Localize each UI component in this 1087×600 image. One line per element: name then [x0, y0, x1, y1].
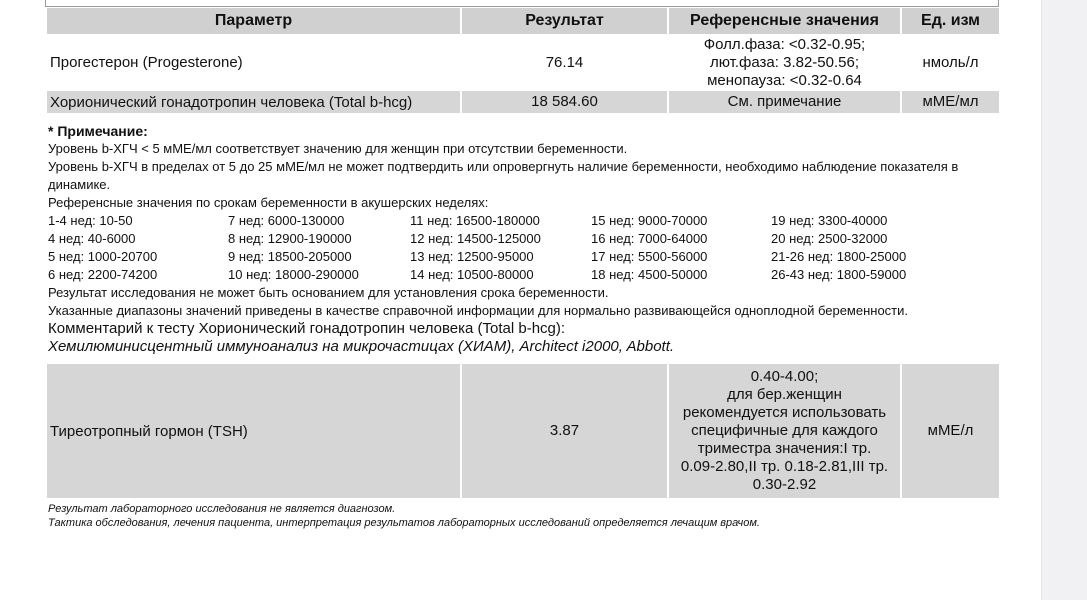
week-range: 16 нед: 7000-64000	[591, 231, 708, 246]
param-unit: нмоль/л	[922, 53, 979, 71]
table-row-progesterone	[47, 34, 999, 91]
notes-line: Уровень b-ХГЧ < 5 мМЕ/мл соответствует значению для женщин при отсутствии беременности.	[48, 141, 628, 156]
param-name: Тиреотропный гормон (TSH)	[47, 364, 460, 498]
param-reference	[669, 34, 900, 91]
table-row-hcg	[47, 91, 999, 113]
week-range: 12 нед: 14500-125000	[410, 231, 541, 246]
week-range: 4 нед: 40-6000	[48, 231, 136, 246]
ref-line: 0.30-2.92	[752, 476, 817, 493]
table-header-row	[47, 8, 999, 34]
param-reference	[669, 364, 900, 498]
week-range: 20 нед: 2500-32000	[771, 231, 888, 246]
notes-line: Уровень b-ХГЧ в пределах от 5 до 25 мМЕ/мл не может подтвердить или опровергнуть наличие беременности, необходимо наблюдение показателя в динамике.	[48, 159, 959, 192]
week-range: 1-4 нед: 10-50	[48, 213, 133, 228]
ref-line: для бер.женщин	[727, 386, 842, 403]
week-range: 14 нед: 10500-80000	[410, 267, 534, 282]
header-parameter: Параметр	[47, 8, 460, 34]
header-reference: Референсные значения	[669, 8, 900, 34]
week-range: 9 нед: 18500-205000	[228, 249, 352, 264]
ref-line: менопауза: <0.32-0.64	[707, 71, 862, 89]
ref-line: рекомендуется использовать	[682, 404, 887, 421]
notes-title: * Примечание:	[48, 123, 148, 139]
week-range: 7 нед: 6000-130000	[228, 213, 345, 228]
tsh-table	[45, 364, 1001, 498]
ref-line: специфичные для каждого	[691, 422, 878, 439]
hcg-notes	[48, 122, 1008, 356]
notes-line: Указанные диапазоны значений приведены в качестве справочной информации для нормально развивающейся одноплодной беременности.	[48, 303, 909, 318]
table-row-tsh	[47, 364, 999, 498]
header-unit: Ед. изм	[902, 8, 999, 34]
week-range: 10 нед: 18000-290000	[228, 267, 359, 282]
param-result: 76.14	[545, 53, 584, 71]
param-result: 18 584.60	[462, 91, 667, 113]
notes-line: Референсные значения по срокам беременности в акушерских неделях:	[48, 195, 489, 210]
week-range: 8 нед: 12900-190000	[228, 231, 352, 246]
week-range: 18 нед: 4500-50000	[591, 267, 708, 282]
week-range: 19 нед: 3300-40000	[771, 213, 888, 228]
ref-line: лют.фаза: 3.82-50.56;	[709, 53, 859, 71]
param-name: Хорионический гонадотропин человека (Total b-hcg)	[47, 91, 460, 113]
previous-section-frame	[45, 0, 999, 7]
test-comment: Комментарий к тесту Хорионический гонадотропин человека (Total b-hcg):	[48, 320, 566, 337]
footer-line: Тактика обследования, лечения пациента, интерпретация результатов лабораторных исследований определяется лечащим врачом.	[48, 517, 760, 529]
header-result: Результат	[462, 8, 667, 34]
week-range: 17 нед: 5500-56000	[591, 249, 708, 264]
week-range: 21-26 нед: 1800-25000	[771, 249, 907, 264]
ref-line: 0.40-4.00;	[750, 368, 819, 385]
weeks-grid	[48, 212, 1008, 284]
param-unit: мМЕ/мл	[902, 91, 999, 113]
week-range: 13 нед: 12500-95000	[410, 249, 534, 264]
week-range: 26-43 нед: 1800-59000	[771, 267, 907, 282]
scrollbar-track[interactable]	[1041, 0, 1087, 600]
footer-disclaimer	[48, 502, 760, 530]
param-name: Прогестерон (Progesterone)	[50, 54, 243, 71]
param-result: 3.87	[462, 364, 667, 498]
week-range: 11 нед: 16500-180000	[410, 213, 540, 228]
ref-line: Фолл.фаза: <0.32-0.95;	[703, 35, 866, 53]
param-unit: мМЕ/л	[902, 364, 999, 498]
footer-line: Результат лабораторного исследования не является диагнозом.	[48, 503, 396, 515]
ref-line: 0.09-2.80,II тр. 0.18-2.81,III тр.	[680, 458, 889, 475]
test-method: Хемилюминисцентный иммуноанализ на микрочастицах (ХИАМ), Architect i2000, Abbott.	[48, 338, 675, 355]
week-range: 5 нед: 1000-20700	[48, 249, 158, 264]
notes-line: Результат исследования не может быть основанием для установления срока беременности.	[48, 285, 609, 300]
param-reference: См. примечание	[669, 91, 900, 113]
results-table	[45, 8, 1001, 113]
week-range: 6 нед: 2200-74200	[48, 267, 158, 282]
ref-line: триместра значения:I тр.	[697, 440, 872, 457]
week-range: 15 нед: 9000-70000	[591, 213, 708, 228]
